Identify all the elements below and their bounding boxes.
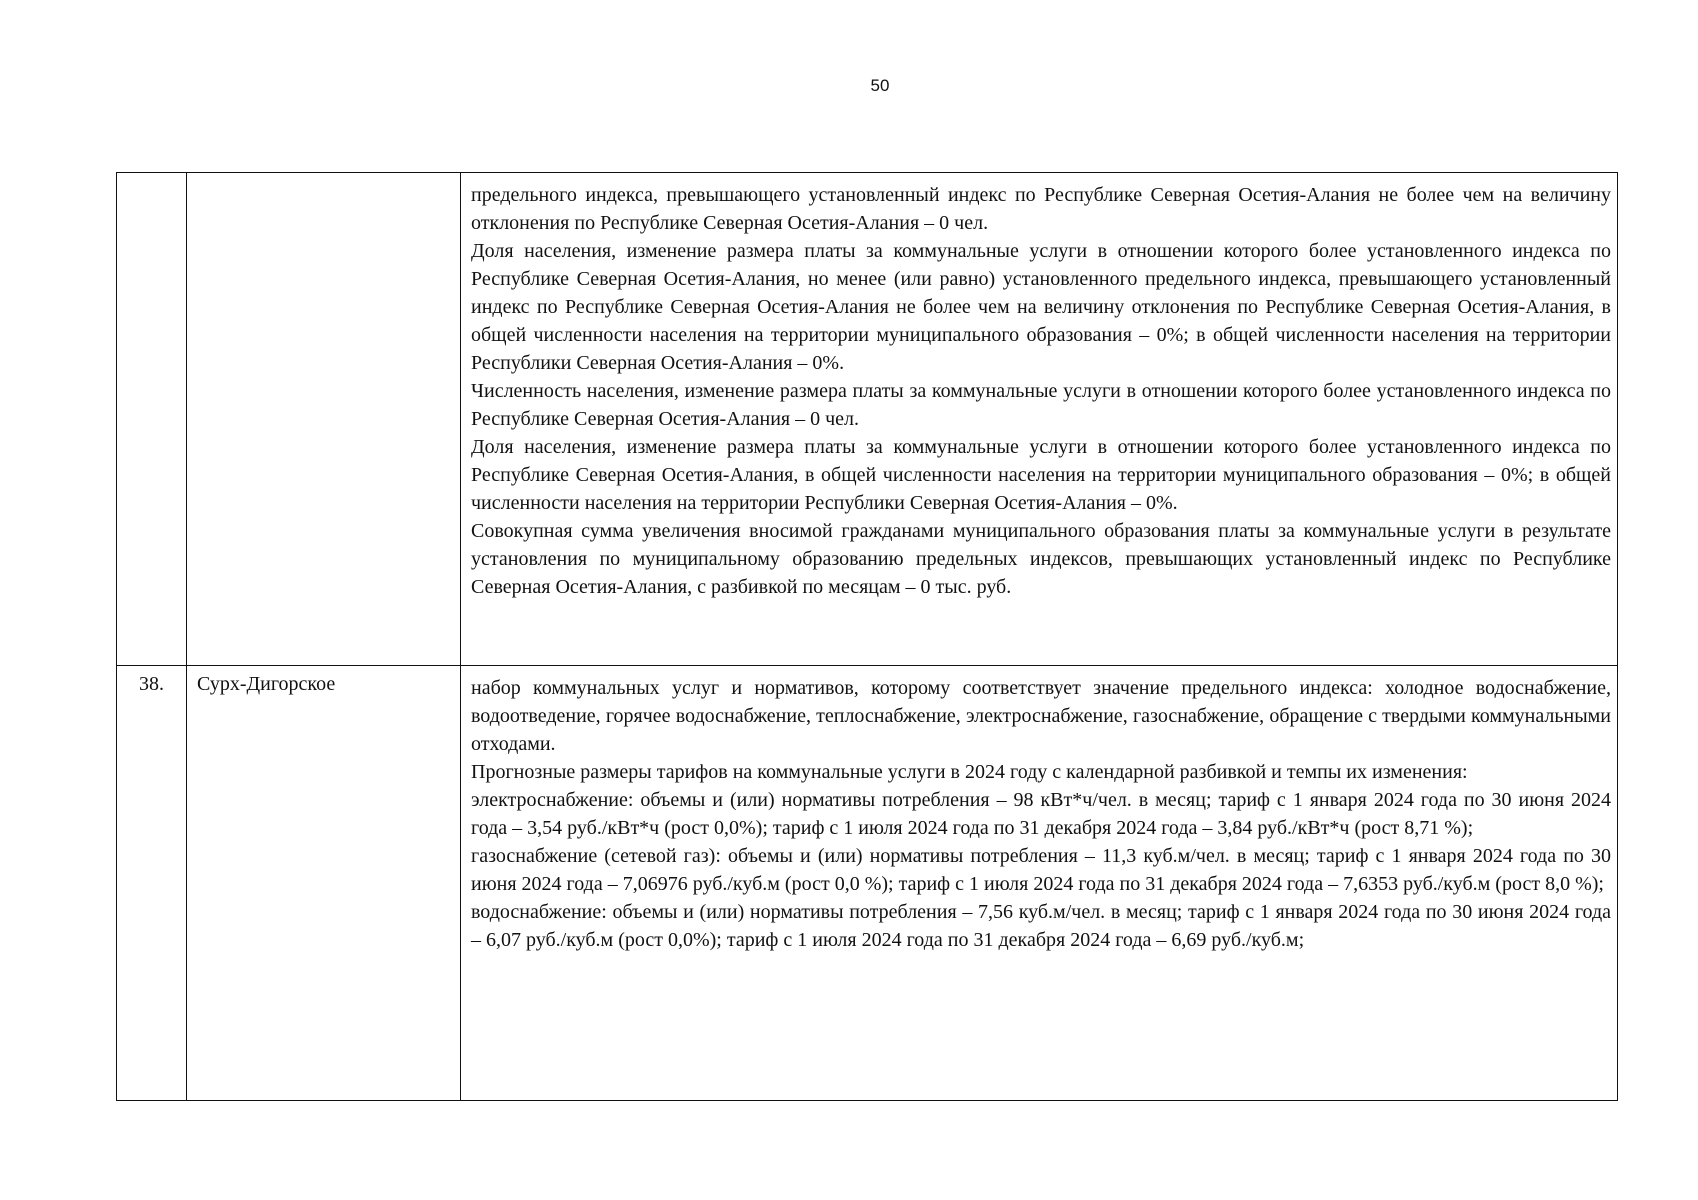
- paragraph-population-share-within-deviation: Доля населения, изменение размера платы за коммунальные услуги в отношении которого более установленного индекса по Республике Северная Осетия-Алания, но менее (или равно) установленного предельного индекса, превышающего установленный индекс по Республике Северная Осетия-Алания не более чем на величину отклонения по Республике Северная Осетия-Алания, в общей численности населения на территории муниципального образования – 0%; в общей численности населения на территории Республики Северная Осетия-Алания – 0%.: [471, 240, 1611, 374]
- paragraph-tariff-forecast-intro: Прогнозные размеры тарифов на коммунальные услуги в 2024 году с календарной разбивкой и темпы их изменения:: [471, 761, 1468, 783]
- table-row-38: [117, 666, 1618, 1101]
- paragraph-total-payment-increase: Совокупная сумма увеличения вносимой гражданами муниципального образования платы за коммунальные услуги в результате установления по муниципальному образованию предельных индексов, превышающих установленный индекс по Республике Северная Осетия-Алания, с разбивкой по месяцам – 0 тыс. руб.: [471, 520, 1611, 598]
- paragraph-gas-tariff: газоснабжение (сетевой газ): объемы и (или) нормативы потребления – 11,3 куб.м/чел. в месяц; тариф с 1 января 2024 года по 30 июня 2024 года – 7,06976 руб./куб.м (рост 0,0 %); тариф с 1 июля 2024 года по 31 декабря 2024 года – 7,6353 руб./куб.м (рост 8,0 %);: [471, 845, 1611, 895]
- municipality-name-cell: Сурх-Дигорское: [187, 666, 461, 1101]
- table-row-continuation: [117, 173, 1618, 666]
- paragraph-water-tariff: водоснабжение: объемы и (или) нормативы потребления – 7,56 куб.м/чел. в месяц; тариф с 1 января 2024 года по 30 июня 2024 года – 6,07 руб./куб.м (рост 0,0%); тариф с 1 июля 2024 года по 31 декабря 2024 года – 6,69 руб./куб.м;: [471, 901, 1611, 951]
- description-cell: [461, 666, 1618, 1101]
- row-number-cell: 38.: [117, 666, 187, 1101]
- description-cell: [461, 173, 1618, 666]
- paragraph-population-above-index: Численность населения, изменение размера платы за коммунальные услуги в отношении которого более установленного индекса по Республике Северная Осетия-Алания – 0 чел.: [471, 380, 1611, 430]
- paragraph-population-share-above-index: Доля населения, изменение размера платы за коммунальные услуги в отношении которого более установленного индекса по Республике Северная Осетия-Алания, в общей численности населения на территории муниципального образования – 0%; в общей численности населения на территории Республики Северная Осетия-Алания – 0%.: [471, 436, 1611, 514]
- municipality-name-cell: [187, 173, 461, 666]
- row-number-cell: [117, 173, 187, 666]
- municipal-tariff-table: [116, 172, 1618, 1101]
- paragraph-electricity-tariff: электроснабжение: объемы и (или) нормативы потребления – 98 кВт*ч/чел. в месяц; тариф с 1 января 2024 года по 30 июня 2024 года – 3,54 руб./кВт*ч (рост 0,0%); тариф с 1 июля 2024 года по 31 декабря 2024 года – 3,84 руб./кВт*ч (рост 8,71 %);: [471, 789, 1611, 839]
- paragraph-limit-index-population: предельного индекса, превышающего установленный индекс по Республике Северная Осетия-Алания не более чем на величину отклонения по Республике Северная Осетия-Алания – 0 чел.: [471, 184, 1611, 234]
- page-number: 50: [870, 76, 890, 95]
- paragraph-utility-set: набор коммунальных услуг и нормативов, которому соответствует значение предельного индекса: холодное водоснабжение, водоотведение, горячее водоснабжение, теплоснабжение, электроснабжение, газоснабжение, обращение с твердыми коммунальными отходами.: [471, 677, 1611, 755]
